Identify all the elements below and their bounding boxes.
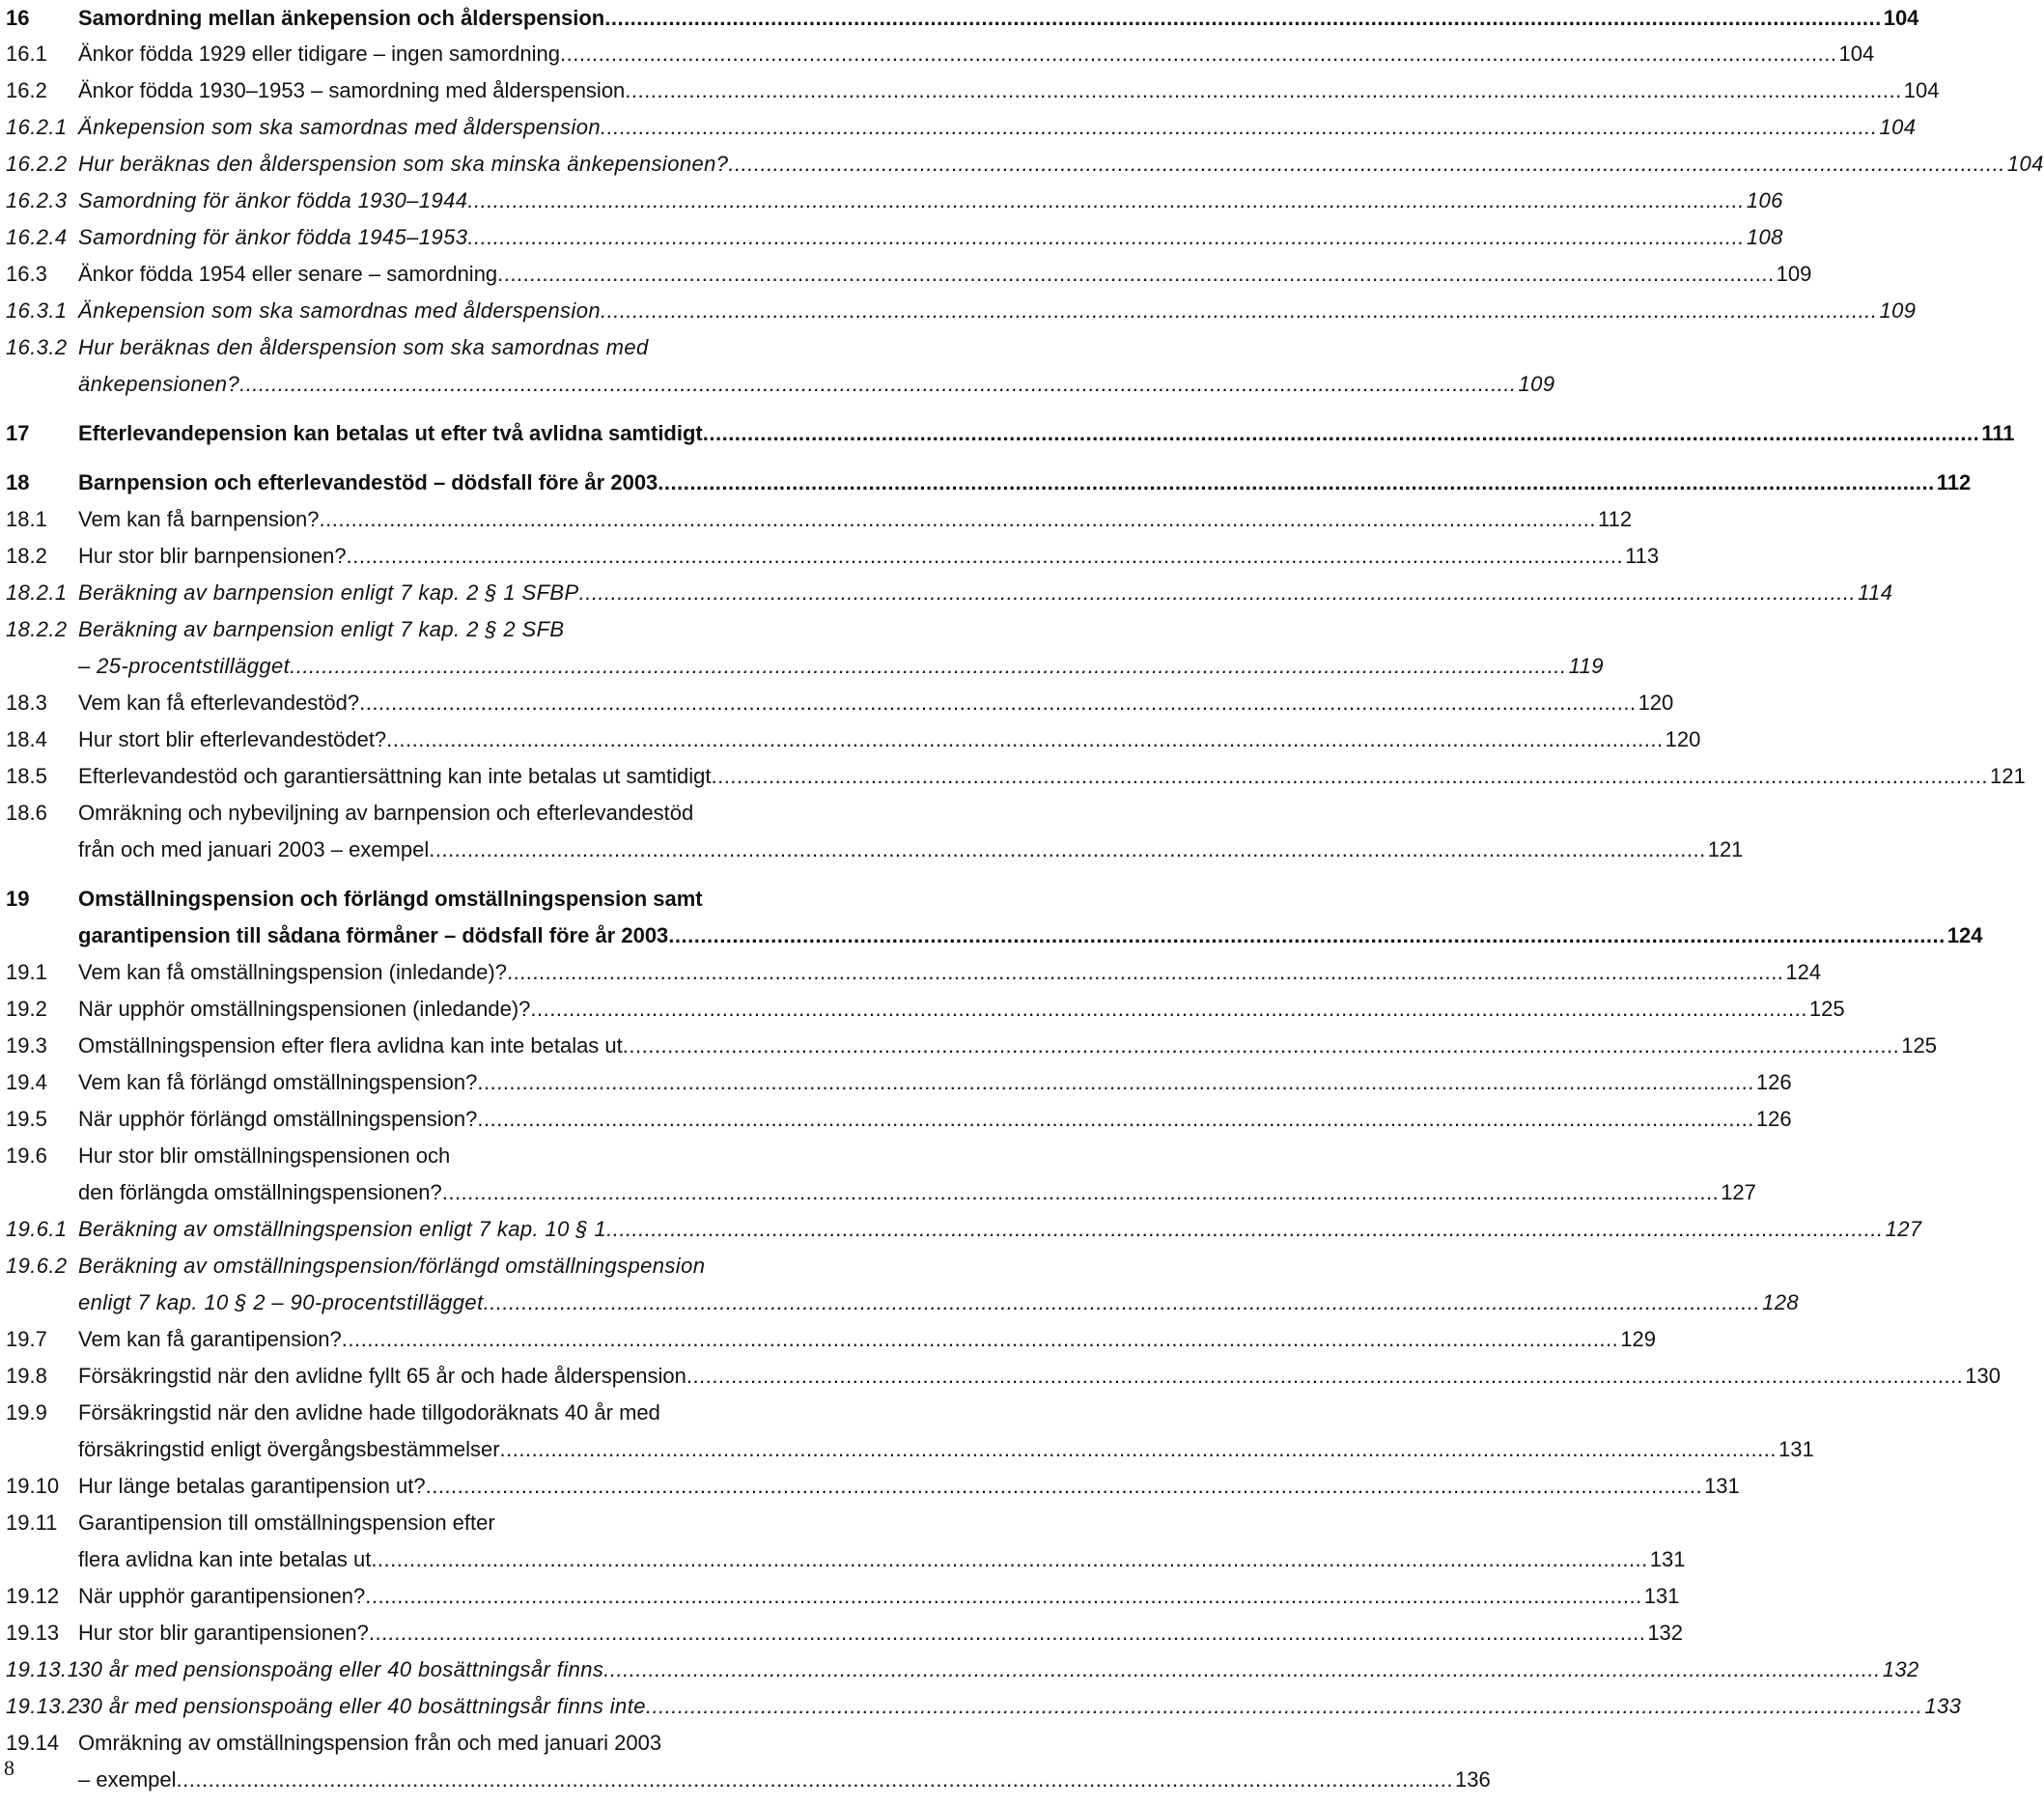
toc-entry-number: 18.2.2 (6, 617, 68, 641)
toc-dot-leader: ........................................................................................................................................................................................................ (341, 1327, 1619, 1351)
toc-entry-title: Änkor födda 1930–1953 – samordning med ålderspension (78, 78, 626, 102)
toc-entry[interactable] (6, 954, 1822, 991)
toc-entry-title: från och med januari 2003 – exempel (78, 837, 430, 861)
toc-entry-page: 133 (1924, 1694, 1962, 1718)
toc-entry[interactable] (6, 415, 2015, 452)
toc-entry[interactable] (6, 1358, 2002, 1395)
toc-entry-page: 136 (1454, 1767, 1491, 1792)
toc-entry[interactable] (6, 611, 1604, 685)
toc-entry-number: 19.4 (6, 1070, 47, 1094)
toc-dot-leader: ........................................................................................................................................................................................................ (711, 764, 1988, 788)
toc-entry-title: Efterlevandestöd och garantiersättning kan inte betalas ut samtidigt (78, 764, 712, 788)
toc-entry-page: 125 (1901, 1033, 1937, 1058)
toc-entry-page: 109 (1879, 298, 1917, 323)
toc-entry-title: Hur stor blir garantipensionen? (78, 1621, 369, 1645)
toc-entry-page: 121 (1989, 764, 2026, 788)
toc-entry-page: 112 (1936, 470, 1972, 494)
toc-entry-number: 16.2.4 (6, 225, 68, 249)
toc-entry-number: 18 (6, 470, 30, 494)
toc-entry[interactable] (6, 329, 1555, 403)
toc-entry[interactable] (6, 1578, 1680, 1615)
toc-entry-page: 131 (1649, 1547, 1686, 1571)
toc-dot-leader: ........................................................................................................................................................................................................ (477, 1070, 1754, 1094)
toc-entry-title: Beräkning av barnpension enligt 7 kap. 2 § 1 SFBP (78, 580, 579, 605)
toc-entry-title: Omräkning och nybeviljning av barnpension och efterlevandestöd (78, 801, 694, 825)
toc-entry-number: 19.6 (6, 1143, 47, 1168)
toc-entry-title: Hur beräknas den ålderspension som ska minska änkepensionen? (78, 152, 729, 176)
toc-entry-number: 19.2 (6, 997, 47, 1021)
toc-dot-leader: ........................................................................................................................................................................................................ (365, 1584, 1642, 1608)
toc-entry[interactable] (6, 538, 1660, 575)
toc-entry-number: 19.10 (6, 1474, 60, 1498)
toc-entry-title: Vem kan få garantipension? (78, 1327, 342, 1351)
toc-entry[interactable] (6, 1505, 1686, 1578)
toc-entry-number: 19.7 (6, 1327, 47, 1351)
toc-entry-title: Beräkning av omställningspension/förlängd omställningspension (78, 1254, 706, 1278)
toc-entry[interactable] (6, 183, 1783, 219)
toc-entry-page: 112 (1597, 507, 1633, 531)
toc-entry-number: 16.2.3 (6, 188, 68, 212)
toc-entry-page: 104 (1883, 6, 1919, 30)
toc-entry-number: 19.3 (6, 1033, 47, 1058)
table-of-contents (6, 0, 2044, 1798)
toc-entry-number: 19.13.2 (6, 1694, 80, 1718)
toc-entry-number: 16 (6, 6, 30, 30)
toc-dot-leader: ........................................................................................................................................................................................................ (530, 997, 1807, 1021)
toc-entry-page: 127 (1721, 1180, 1756, 1204)
toc-dot-leader: ........................................................................................................................................................................................................ (176, 1767, 1453, 1792)
toc-dot-leader: ........................................................................................................................................................................................................ (622, 1033, 1900, 1058)
toc-dot-leader: ........................................................................................................................................................................................................ (368, 1621, 1646, 1645)
toc-entry[interactable] (6, 109, 1917, 146)
toc-entry-title: När upphör förlängd omställningspension? (78, 1107, 478, 1131)
toc-entry-number: 18.2.1 (6, 580, 68, 605)
toc-entry-number: 18.6 (6, 801, 47, 825)
toc-entry-title: Försäkringstid när den avlidne hade tillgodoräknats 40 år med (78, 1400, 660, 1425)
toc-entry-title: garantipension till sådana förmåner – dödsfall före år 2003 (78, 923, 669, 947)
toc-entry-page: 120 (1665, 727, 1701, 751)
toc-dot-leader: ........................................................................................................................................................................................................ (702, 421, 1980, 445)
toc-entry-page: 128 (1762, 1290, 1799, 1314)
toc-entry-page: 104 (2006, 152, 2044, 176)
toc-entry-title: Garantipension till omställningspension efter (78, 1510, 495, 1535)
toc-entry-page: 130 (1965, 1364, 2002, 1388)
toc-dot-leader: ........................................................................................................................................................................................................ (686, 1364, 1964, 1388)
toc-entry-number: 19.11 (6, 1510, 58, 1535)
toc-entry-number: 16.3 (6, 262, 47, 286)
toc-entry-page: 126 (1755, 1070, 1792, 1094)
toc-dot-leader: ........................................................................................................................................................................................................ (467, 225, 1745, 249)
toc-entry[interactable] (6, 501, 1633, 538)
toc-entry-title: Omställningspension och förlängd omställningspension samt (78, 887, 703, 911)
toc-entry-number: 16.3.2 (6, 335, 68, 359)
toc-dot-leader: ........................................................................................................................................................................................................ (506, 960, 1784, 984)
toc-entry-title: Vem kan få omställningspension (inledande)? (78, 960, 507, 984)
toc-entry-title: Omställningspension efter flera avlidna kan inte betalas ut (78, 1033, 623, 1058)
toc-dot-leader: ........................................................................................................................................................................................................ (658, 470, 1935, 494)
toc-entry-title: Beräkning av barnpension enligt 7 kap. 2 § 2 SFB (78, 617, 565, 641)
toc-entry[interactable] (6, 721, 1701, 758)
toc-entry-title: flera avlidna kan inte betalas ut (78, 1547, 372, 1571)
toc-entry-page: 124 (1785, 960, 1822, 984)
toc-entry-number: 18.4 (6, 727, 47, 751)
toc-entry[interactable] (6, 1651, 1919, 1688)
toc-dot-leader: ........................................................................................................................................................................................................ (477, 1107, 1754, 1131)
toc-entry-title: den förlängda omställningspensionen? (78, 1180, 442, 1204)
toc-entry[interactable] (6, 1725, 1491, 1798)
toc-entry[interactable] (6, 1321, 1656, 1358)
toc-dot-leader: ........................................................................................................................................................................................................ (600, 115, 1878, 139)
toc-entry[interactable] (6, 881, 1983, 954)
toc-dot-leader: ........................................................................................................................................................................................................ (483, 1290, 1761, 1314)
toc-entry-number: 16.2.1 (6, 115, 68, 139)
toc-entry[interactable] (6, 795, 1744, 868)
toc-entry[interactable] (6, 1248, 1799, 1321)
toc-entry[interactable] (6, 1395, 1814, 1468)
toc-entry-page: 119 (1568, 654, 1604, 678)
toc-dot-leader: ........................................................................................................................................................................................................ (645, 1694, 1923, 1718)
toc-entry-title: Efterlevandepension kan betalas ut efter två avlidna samtidigt (78, 421, 703, 445)
toc-entry[interactable] (6, 1138, 1756, 1211)
toc-dot-leader: ........................................................................................................................................................................................................ (604, 6, 1882, 30)
toc-entry-page: 111 (1981, 421, 2015, 445)
toc-dot-leader: ........................................................................................................................................................................................................ (603, 1657, 1881, 1681)
toc-dot-leader: ........................................................................................................................................................................................................ (606, 1217, 1884, 1241)
toc-entry-number: 19 (6, 887, 30, 911)
toc-entry[interactable] (6, 465, 1972, 501)
toc-entry-title: Hur stor blir barnpensionen? (78, 544, 347, 568)
toc-dot-leader: ........................................................................................................................................................................................................ (359, 691, 1637, 715)
toc-entry-page: 104 (1879, 115, 1917, 139)
toc-entry-number: 19.12 (6, 1584, 60, 1608)
toc-dot-leader: ........................................................................................................................................................................................................ (497, 262, 1775, 286)
toc-entry-title: Beräkning av omställningspension enligt 7 kap. 10 § 1 (78, 1217, 607, 1241)
toc-entry-number: 19.13 (6, 1621, 60, 1645)
toc-dot-leader: ........................................................................................................................................................................................................ (386, 727, 1664, 751)
toc-entry-number: 18.2 (6, 544, 47, 568)
toc-entry-number: 19.6.2 (6, 1254, 68, 1278)
toc-entry[interactable] (6, 1468, 1740, 1505)
toc-entry-title: När upphör garantipensionen? (78, 1584, 366, 1608)
toc-entry-page: 121 (1707, 837, 1744, 861)
toc-entry-page: 129 (1620, 1327, 1656, 1351)
toc-entry[interactable] (6, 991, 1845, 1028)
toc-dot-leader: ........................................................................................................................................................................................................ (239, 372, 1517, 396)
toc-entry-title: När upphör omställningspensionen (inledande)? (78, 997, 531, 1021)
toc-entry-title: Barnpension och efterlevandestöd – dödsfall före år 2003 (78, 470, 658, 494)
toc-dot-leader: ........................................................................................................................................................................................................ (441, 1180, 1720, 1204)
toc-entry[interactable] (6, 72, 1940, 109)
toc-entry-page: 106 (1746, 188, 1783, 212)
toc-entry-title: änkepensionen? (78, 372, 240, 396)
toc-entry-page: 126 (1755, 1107, 1792, 1131)
toc-entry-number: 19.13.1 (6, 1657, 80, 1681)
toc-entry-page: 120 (1638, 691, 1674, 715)
toc-entry-number: 16.2.2 (6, 152, 68, 176)
toc-entry[interactable] (6, 219, 1783, 256)
toc-entry-page: 108 (1746, 225, 1783, 249)
toc-entry-title: Hur stort blir efterlevandestödet? (78, 727, 387, 751)
toc-entry-title: Samordning mellan änkepension och ålderspension (78, 6, 605, 30)
toc-entry-page: 131 (1778, 1437, 1814, 1461)
toc-entry-title: – 25-procentstillägget (78, 654, 291, 678)
toc-entry-page: 131 (1643, 1584, 1680, 1608)
toc-dot-leader: ........................................................................................................................................................................................................ (499, 1437, 1778, 1461)
toc-entry-title: Hur länge betalas garantipension ut? (78, 1474, 426, 1498)
toc-entry-page: 127 (1885, 1217, 1922, 1241)
toc-entry[interactable] (6, 1064, 1792, 1101)
toc-entry-title: 30 år med pensionspoäng eller 40 bosättningsår finns (78, 1657, 604, 1681)
toc-dot-leader: ........................................................................................................................................................................................................ (290, 654, 1567, 678)
toc-dot-leader: ........................................................................................................................................................................................................ (429, 837, 1706, 861)
toc-entry-page: 104 (1838, 42, 1875, 66)
toc-entry-number: 19.5 (6, 1107, 47, 1131)
toc-entry-page: 125 (1808, 997, 1845, 1021)
toc-entry-title: enligt 7 kap. 10 § 2 – 90-procentstillägget (78, 1290, 484, 1314)
toc-entry[interactable] (6, 256, 1812, 293)
toc-entry[interactable] (6, 1615, 1684, 1651)
toc-entry-page: 132 (1647, 1621, 1684, 1645)
toc-entry-number: 18.5 (6, 764, 47, 788)
toc-dot-leader: ........................................................................................................................................................................................................ (625, 78, 1902, 102)
toc-entry-page: 124 (1946, 923, 1983, 947)
toc-entry[interactable] (6, 685, 1674, 721)
toc-dot-leader: ........................................................................................................................................................................................................ (600, 298, 1878, 323)
toc-entry-number: 18.3 (6, 691, 47, 715)
toc-entry-title: Samordning för änkor födda 1945–1953 (78, 225, 468, 249)
toc-entry-title: Vem kan få barnpension? (78, 507, 320, 531)
toc-entry-title: Försäkringstid när den avlidne fyllt 65 år och hade ålderspension (78, 1364, 686, 1388)
toc-entry[interactable] (6, 146, 2044, 183)
toc-entry[interactable] (6, 1211, 1922, 1248)
toc-entry[interactable] (6, 575, 1893, 611)
toc-entry-page: 113 (1625, 544, 1660, 568)
toc-dot-leader: ........................................................................................................................................................................................................ (560, 42, 1837, 66)
toc-entry-title: Omräkning av omställningspension från och med januari 2003 (78, 1731, 662, 1755)
toc-entry-number: 19.9 (6, 1400, 47, 1425)
toc-entry-title: Änkepension som ska samordnas med ålderspension (78, 298, 601, 323)
toc-entry-title: 30 år med pensionspoäng eller 40 bosättningsår finns inte (78, 1694, 646, 1718)
toc-entry-title: Hur stor blir omställningspensionen och (78, 1143, 451, 1168)
toc-entry-title: Änkepension som ska samordnas med ålderspension (78, 115, 601, 139)
toc-entry-number: 18.1 (6, 507, 47, 531)
toc-entry-title: försäkringstid enligt övergångsbestämmelser (78, 1437, 500, 1461)
toc-entry[interactable] (6, 758, 2026, 795)
toc-entry-number: 19.8 (6, 1364, 47, 1388)
toc-entry-page: 109 (1776, 262, 1812, 286)
toc-dot-leader: ........................................................................................................................................................................................................ (319, 507, 1596, 531)
toc-entry-number: 19.6.1 (6, 1217, 68, 1241)
toc-entry-number: 19.1 (6, 960, 47, 984)
toc-entry-number: 16.1 (6, 42, 47, 66)
toc-entry-title: Hur beräknas den ålderspension som ska samordnas med (78, 335, 649, 359)
toc-dot-leader: ........................................................................................................................................................................................................ (728, 152, 2005, 176)
toc-entry-number: 16.3.1 (6, 298, 68, 323)
toc-entry-page: 104 (1903, 78, 1940, 102)
toc-dot-leader: ........................................................................................................................................................................................................ (425, 1474, 1703, 1498)
toc-entry-number: 16.2 (6, 78, 47, 102)
toc-entry[interactable] (6, 1688, 1962, 1725)
toc-entry-title: Samordning för änkor födda 1930–1944 (78, 188, 468, 212)
page-number: 8 (4, 1756, 14, 1780)
toc-entry-number: 17 (6, 421, 30, 445)
toc-entry-title: Vem kan få förlängd omställningspension? (78, 1070, 478, 1094)
toc-dot-leader: ........................................................................................................................................................................................................ (346, 544, 1624, 568)
toc-entry-number: 19.14 (6, 1731, 60, 1755)
toc-entry[interactable] (6, 0, 1919, 36)
toc-entry[interactable] (6, 1101, 1792, 1138)
toc-entry-page: 132 (1882, 1657, 1919, 1681)
toc-entry-title: – exempel (78, 1767, 177, 1792)
toc-entry[interactable] (6, 293, 1917, 329)
toc-entry-title: Änkor födda 1954 eller senare – samordning (78, 262, 498, 286)
toc-entry-page: 114 (1858, 580, 1893, 605)
toc-entry[interactable] (6, 1028, 1937, 1064)
toc-dot-leader: ........................................................................................................................................................................................................ (467, 188, 1745, 212)
toc-dot-leader: ........................................................................................................................................................................................................ (578, 580, 1857, 605)
toc-dot-leader: ........................................................................................................................................................................................................ (371, 1547, 1648, 1571)
toc-entry-page: 131 (1704, 1474, 1740, 1498)
toc-entry-title: Vem kan få efterlevandestöd? (78, 691, 360, 715)
toc-entry[interactable] (6, 36, 1875, 72)
toc-dot-leader: ........................................................................................................................................................................................................ (668, 923, 1946, 947)
toc-entry-title: Änkor födda 1929 eller tidigare – ingen samordning (78, 42, 560, 66)
toc-entry-page: 109 (1518, 372, 1555, 396)
